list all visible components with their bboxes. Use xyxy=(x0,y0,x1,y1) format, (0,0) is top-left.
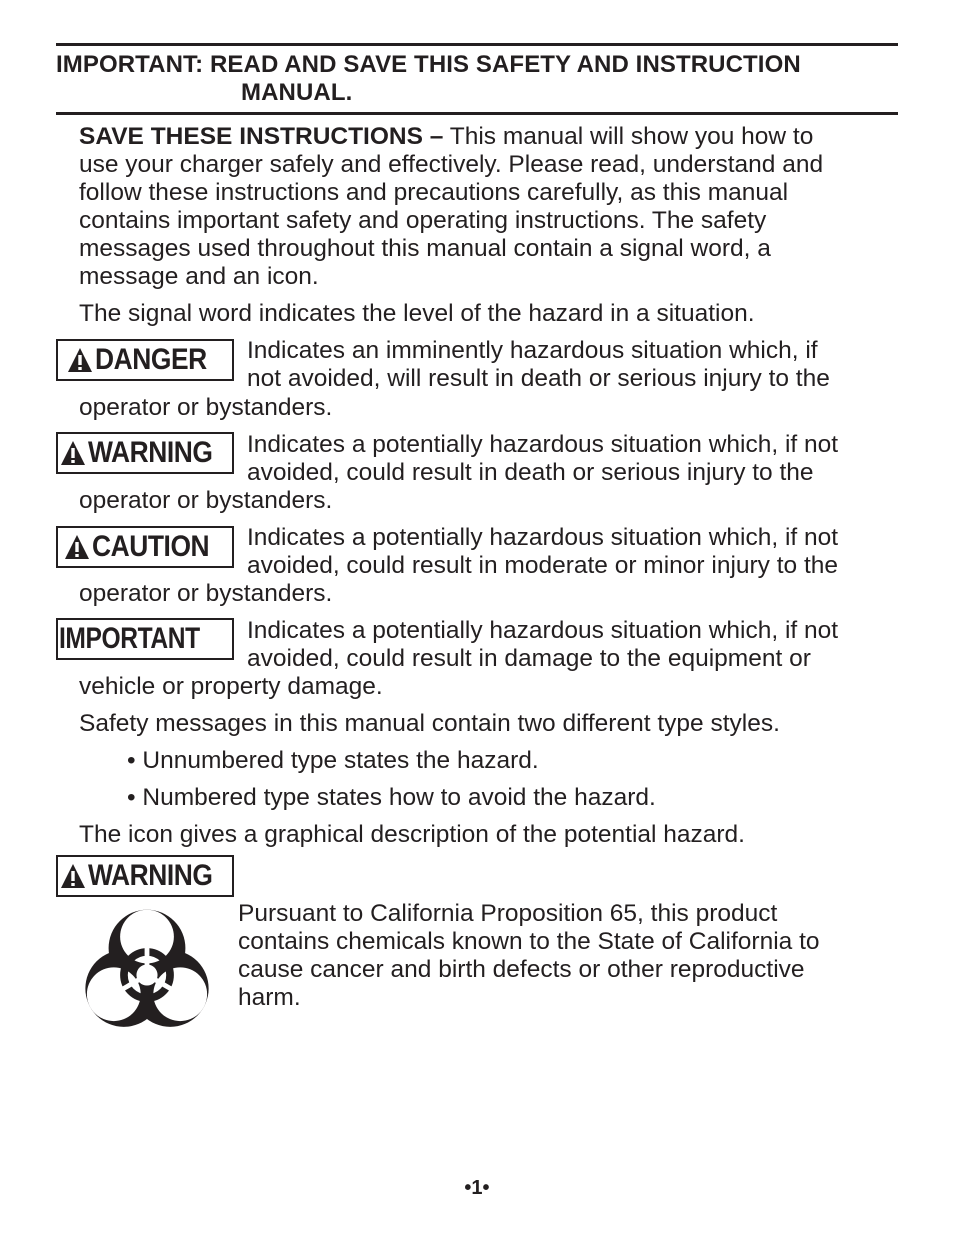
caution-label: CAUTION xyxy=(92,530,210,563)
intro-line-6: message and an icon. xyxy=(79,263,319,290)
heading-line-1: IMPORTANT: READ AND SAVE THIS SAFETY AND INSTRUCTION xyxy=(56,51,801,78)
warning-label: WARNING xyxy=(88,436,213,469)
page-heading xyxy=(56,51,898,107)
intro-lead: SAVE THESE INSTRUCTIONS – xyxy=(79,123,444,150)
alert-triangle-icon xyxy=(64,534,90,560)
warning-text-line-1: Indicates a potentially hazardous situation which, if not xyxy=(247,431,839,458)
prop65-warning-label: WARNING xyxy=(88,859,213,892)
alert-triangle-icon xyxy=(60,440,86,466)
alert-triangle-icon xyxy=(67,347,93,373)
bullet-item-1: • Unnumbered type states the hazard. xyxy=(127,747,539,774)
prop65-text-line-3: cause cancer and birth defects or other reproductive xyxy=(238,956,805,983)
danger-text-line-3: operator or bystanders. xyxy=(79,394,333,421)
bullet-item-2: • Numbered type states how to avoid the hazard. xyxy=(127,784,656,811)
caution-text-line-2: avoided, could result in moderate or minor injury to the xyxy=(247,552,839,579)
danger-label: DANGER xyxy=(95,343,208,376)
warning-text-line-3: operator or bystanders. xyxy=(79,487,333,514)
caution-badge xyxy=(56,526,234,568)
prop65-text-line-2: contains chemicals known to the State of California to xyxy=(238,928,820,955)
signal-word-text: The signal word indicates the level of the hazard in a situation. xyxy=(79,300,755,327)
danger-badge xyxy=(56,339,234,381)
intro-line-5: messages used throughout this manual contain a signal word, a xyxy=(79,235,771,262)
important-badge xyxy=(56,618,234,660)
intro-line-4: contains important safety and operating instructions. The safety xyxy=(79,207,767,234)
danger-text-line-1: Indicates an imminently hazardous situation which, if xyxy=(247,337,818,364)
important-label: IMPORTANT xyxy=(59,622,200,655)
important-text-line-2: avoided, could result in damage to the equipment or xyxy=(247,645,811,672)
biohazard-icon xyxy=(70,903,224,1047)
intro-line-2: use your charger safely and effectively. Please read, understand and xyxy=(79,151,824,178)
prop65-text-line-1: Pursuant to California Proposition 65, this product xyxy=(238,900,778,927)
icon-description-text: The icon gives a graphical description of the potential hazard. xyxy=(79,821,745,848)
danger-text-line-2: not avoided, will result in death or serious injury to the xyxy=(247,365,830,392)
warning-badge xyxy=(56,432,234,474)
type-styles-text: Safety messages in this manual contain two different type styles. xyxy=(79,710,780,737)
heading-line-2: MANUAL. xyxy=(241,79,353,106)
prop65-text-line-4: harm. xyxy=(238,984,301,1011)
important-text-line-1: Indicates a potentially hazardous situation which, if not xyxy=(247,617,839,644)
intro-line-3: follow these instructions and precautions carefully, as this manual xyxy=(79,179,789,206)
prop65-warning-badge xyxy=(56,855,234,897)
caution-text-line-3: operator or bystanders. xyxy=(79,580,333,607)
important-text-line-3: vehicle or property damage. xyxy=(79,673,383,700)
alert-triangle-icon xyxy=(60,863,86,889)
top-rule xyxy=(56,43,898,46)
heading-bottom-rule xyxy=(56,112,898,115)
caution-text-line-1: Indicates a potentially hazardous situation which, if not xyxy=(247,524,839,551)
warning-text-line-2: avoided, could result in death or serious injury to the xyxy=(247,459,814,486)
intro-line-1: SAVE THESE INSTRUCTIONS – This manual will show you how to xyxy=(79,123,814,150)
page-number: •1• xyxy=(464,1177,490,1199)
